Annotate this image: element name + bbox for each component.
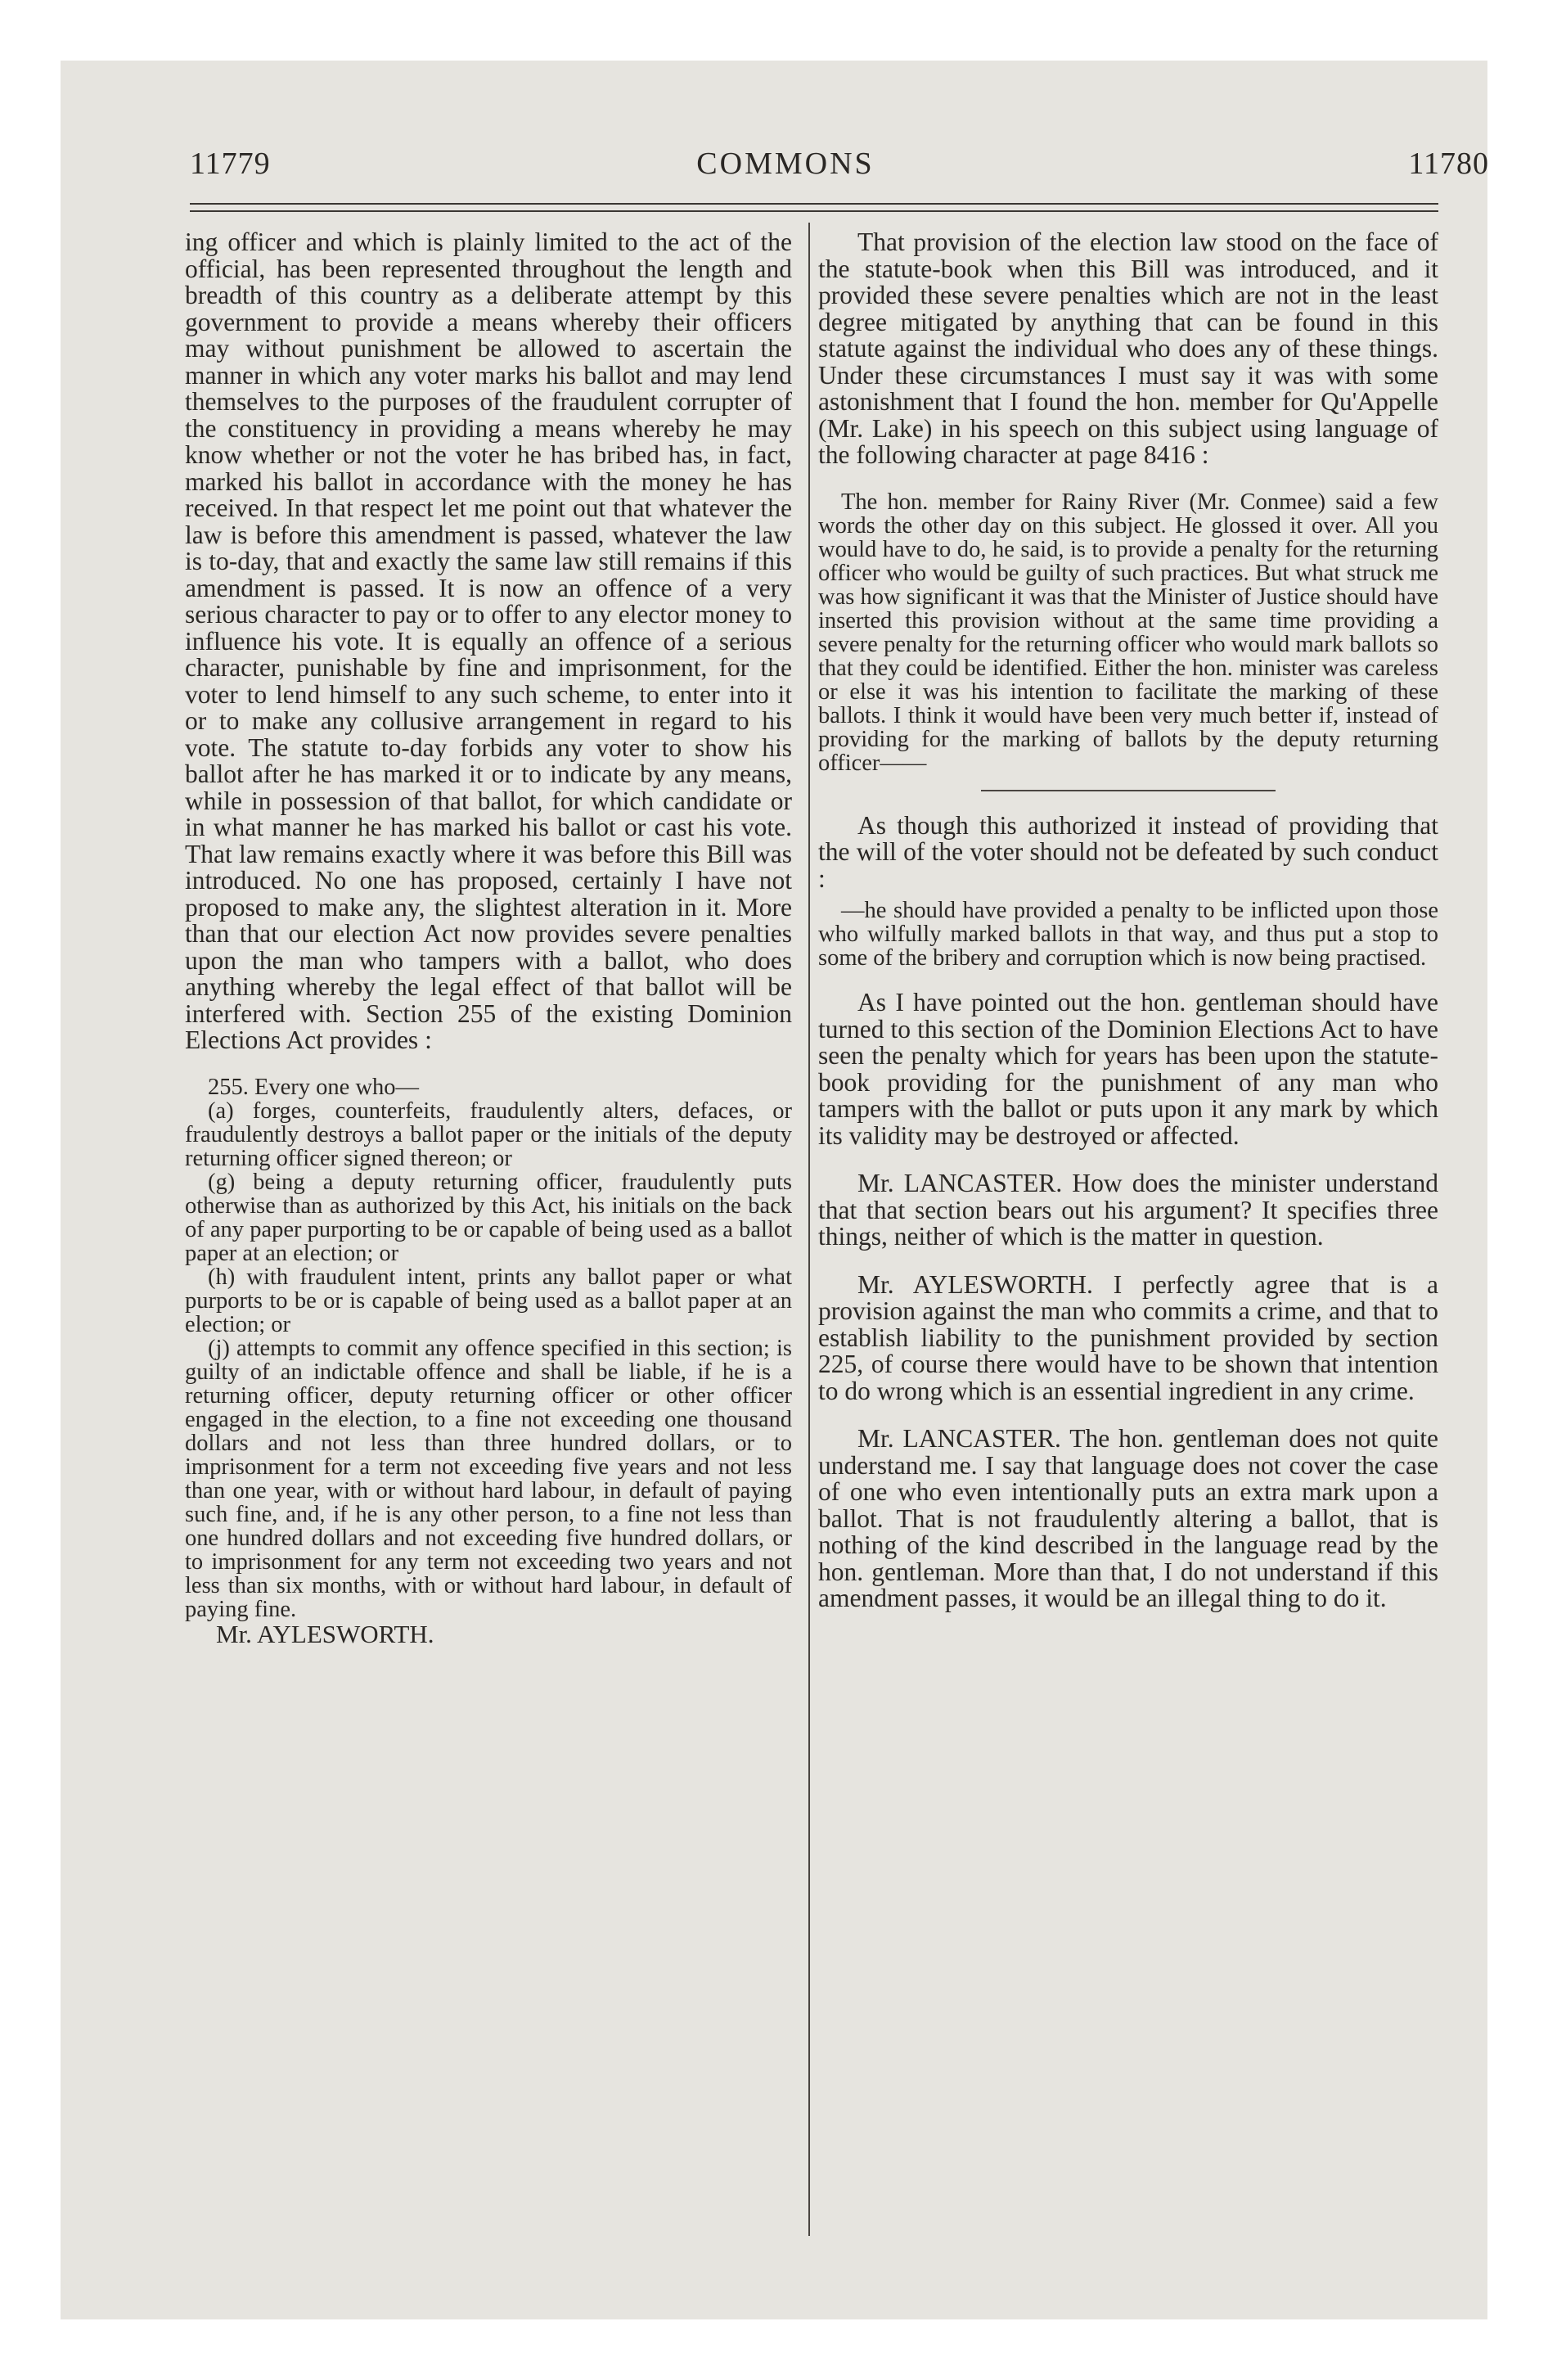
header-rule-top <box>190 203 1438 205</box>
left-body-text: ing officer and which is plainly limited to the act of the official, has been represented throughout the length and breadth of this country as a deliberate attempt by this government to provide a means whereby their officers may without punishment be allowed to ascertain the manner in which any voter marks his ballot and may lend themselves to the purposes of the fraudulent corrupter of the constituency in providing a means whereby he may know whether or not the voter he has bribed has, in fact, marked his ballot in accordance with the money he has received. In that respect let me point out that whatever the law is before this amendment is passed, whatever the law is to-day, that and exactly the same law still remains if this amendment is passed. It is now an offence of a very serious character to pay or to offer to any elector money to influence his vote. It is equally an offence of a serious character, punishable by fine and imprisonment, for the voter to lend himself to any such scheme, to enter into it or to make any collusive arrangement in regard to his vote. The statute to-day forbids any voter to show his ballot after he has marked it or to indicate by any means, while in possession of that ballot, for which candidate or in what manner he has marked his ballot or cast his vote. That law remains exactly where it was before this Bill was introduced. No one has proposed, certainly I have not proposed to make any, the slightest alteration in it. More than that our election Act now provides severe penalties upon the man who tampers with a ballot, who does anything whereby the legal effect of that ballot will be interfered with. Section 255 of the existing Dominion Elections Act provides : <box>185 228 792 1054</box>
quote-clause-a: (a) forges, counterfeits, fraudulently alters, defaces, or fraudulently destroys a ballot paper or the initials of the deputy returning officer signed thereon; or <box>185 1098 792 1171</box>
right-column <box>818 229 1438 1619</box>
right-paragraph-3: As I have pointed out the hon. gentleman should have turned to this section of the Dominion Elections Act to have seen the penalty which for years has been upon the statute-book providing for the punishment of any man who tampers with the ballot or puts upon it any mark by which its validity may be destroyed or affected. <box>818 988 1438 1150</box>
speaker-name: Mr. LANCASTER. <box>857 1424 1061 1453</box>
page-number-left: 11779 <box>190 146 271 181</box>
speaker-name: Mr. AYLESWORTH. <box>857 1269 1093 1299</box>
speaker-name: Mr. LANCASTER. <box>857 1169 1063 1197</box>
speech-text: The hon. gentleman does not quite understand me. I say that language does not cover the case of one who even intentionally puts an extra mark upon a ballot. That is not fraudulently altering a ballot, that is nothing of the kind described in the language read by the hon. gentleman. More than that, I do not understand if this amendment passes, it would be an illegal thing to do it. <box>818 1424 1438 1612</box>
right-paragraph-6 <box>818 1426 1438 1612</box>
right-quote-2: —he should have provided a penalty to be inflicted upon those who wilfully marked ballots in that way, and thus put a stop to some of the bribery and corruption which is now being practised. <box>818 898 1438 971</box>
right-quote-1: The hon. member for Rainy River (Mr. Conmee) said a few words the other day on this subject. He glossed it over. All you would have to do, he said, is to provide a penalty for the returning officer who would be guilty of such practices. But what struck me was how significant it was that the Minister of Justice should have inserted this provision without at the same time providing a severe penalty for the returning officer who would mark ballots so that they could be identified. Either the hon. minister was careless or else it was his intention to facilitate the marking of these ballots. I think it would have been very much better if, instead of providing for the marking of ballots by the deputy returning officer—— <box>818 489 1438 776</box>
quote-separator <box>981 790 1276 791</box>
right-paragraph-2: As though this authorized it instead of providing that the will of the voter should not be defeated by such conduct : <box>818 810 1438 893</box>
column-divider <box>808 223 810 2236</box>
quote-clause-g: (g) being a deputy returning officer, fraudulently puts otherwise than as authorized by this Act, his initials on the back of any paper purporting to be or capable of being used as a ballot paper at an election; or <box>185 1169 792 1266</box>
left-column <box>185 229 792 1654</box>
speaker-name: Mr. AYLESWORTH. <box>216 1619 434 1648</box>
header-rule-bottom <box>190 210 1438 212</box>
right-paragraph-4 <box>818 1170 1438 1251</box>
speech-text: I perfectly agree that is a provision against the man who commits a crime, and that to establish liability to the punishment provided by section 225, of course there would have to be shown that intention to do wrong which is an essential ingredient in any crime. <box>818 1269 1439 1405</box>
right-paragraph-5 <box>818 1269 1439 1405</box>
page-number-right: 11780 <box>1408 146 1489 181</box>
right-paragraph-1: That provision of the election law stood on the face of the statute-book when this Bill was introduced, and it provided these severe penalties which are not in the least degree mitigated by anything that can be found in this statute against the individual who does any of these things. Under these circumstances I must say it was with some astonishment that I found the hon. member for Qu'Appelle (Mr. Lake) in his speech on this subject using language of the following character at page 8416 : <box>818 228 1438 469</box>
page-title: COMMONS <box>696 146 875 181</box>
quote-clause-h: (h) with fraudulent intent, prints any ballot paper or what purports to be or is capable of being used as a ballot paper at an election; or <box>185 1264 792 1337</box>
quote-clause-j: (j) attempts to commit any offence specified in this section; is guilty of an indictable offence and shall be liable, if he is a returning officer, deputy returning officer or other officer engaged in the election, to a fine not exceeding one thousand dollars and not less than three hundred dollars, or to imprisonment for a term not exceeding five years and not less than one year, with or without hard labour, in default of paying such fine, and, if he is any other person, to a fine not less than one hundred dollars and not exceeding five hundred dollars, or to imprisonment for any term not exceeding two years and not less than six months, with or without hard labour, in default of paying fine. <box>185 1335 792 1622</box>
quote-section-intro: 255. Every one who— <box>208 1074 420 1100</box>
page-header <box>131 146 1489 187</box>
speech-text: How does the minister understand that that section bears out his argument? It specifies three things, neither of which is the matter in question. <box>818 1169 1439 1251</box>
